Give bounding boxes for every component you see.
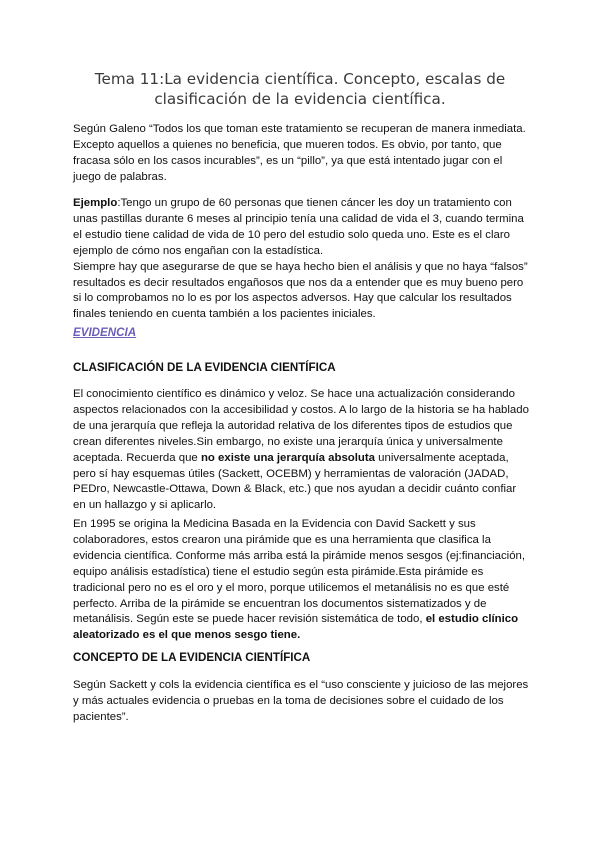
heading-concepto: CONCEPTO DE LA EVIDENCIA CIENTÍFICA xyxy=(73,651,311,664)
paragraph-conocimiento-b: universalmente aceptada, pero sí hay esquemas útiles (Sackett, OCEBM) y herramientas de valoración (JADAD, PEDro, Newcastle-Ottawa, Down & Black, etc.) que nos ayudan a decidir cuánto confiar en un hallazgo y si aplicarlo. xyxy=(73,451,517,512)
page-title: Tema 11:La evidencia científica. Concepto, escalas de clasificación de la evidencia científica. xyxy=(94,70,506,108)
example-text: :Tengo un grupo de 60 personas que tienen cáncer les doy un tratamiento con unas pastillas durante 6 meses al principio tenía una calidad de vida el 3, cuando termina el estudio tiene calidad de vida de 10 pero del estudio solo queda uno. Este es el claro ejemplo de cómo nos engañan con la estadística. xyxy=(73,197,524,257)
example-text-2: Siempre hay que asegurarse de que se haya hecho bien el análisis y que no haya “falsos” resultados es decir resultados engañosos que nos da a entender que es muy bueno pero si lo comprobamos no lo es por los aspectos adversos. Hay que calcular los resultados finales teniendo en cuenta también a los pacientes iniciales. xyxy=(73,260,528,321)
paragraph-conocimiento xyxy=(73,387,531,514)
paragraph-conocimiento-bold: no existe una jerarquía absoluta xyxy=(200,451,376,464)
paragraph-conocimiento-a: El conocimiento científico es dinámico y veloz. Se hace una actualización considerando aspectos relacionados con la accesibilidad y costos. A lo largo de la historia se ha hablado de una jerarquía que refleja la autoridad relativa de los diferentes tipos de estudios que crean diferentes niveles.Sin embargo, no existe una jerarquía única y universalmente aceptada. Recuerda que xyxy=(73,388,529,464)
paragraph-sackett-bold: el estudio clínico aleatorizado es el que menos sesgo tiene. xyxy=(73,613,519,642)
evidencia-link[interactable]: EVIDENCIA xyxy=(73,326,137,339)
heading-clasificacion: CLASIFICACIÓN DE LA EVIDENCIA CIENTÍFICA xyxy=(73,361,336,374)
paragraph-galeno: Según Galeno “Todos los que toman este tratamiento se recuperan de manera inmediata. Excepto aquellos a quienes no beneficia, que mueren todos. Es obvio, por tanto, que fracasa sólo en los casos incurables”, es un “pillo”, ya que está intentado jugar con el juego de palabras. xyxy=(73,123,526,183)
paragraph-concepto: Según Sackett y cols la evidencia científica es el “uso consciente y juicioso de las mejores y más actuales evidencia o pruebas en la toma de decisiones sobre el cuidado de los pacientes”. xyxy=(73,679,529,723)
paragraph-sackett-1995 xyxy=(73,517,531,644)
paragraph-sackett-a: En 1995 se origina la Medicina Basada en la Evidencia con David Sackett y sus colaboradores, estos crearon una pirámide que es una herramienta que clasifica la evidencia científica. Conforme más arriba está la pirámide menos sesgos (ej:financiación, equipo análisis estadística) tiene el estudio según esta pirámide.Esta pirámide es tradicional pero no es el oro y el moro, porque utilicemos el metanálisis no es que esté perfecto. Arriba de la pirámide se encuentran los documentos sistematizados y de metanálisis. Según este se puede hacer revisión sistemática de todo, xyxy=(73,518,526,626)
paragraph-example xyxy=(73,196,531,323)
example-label: Ejemplo xyxy=(73,197,118,209)
